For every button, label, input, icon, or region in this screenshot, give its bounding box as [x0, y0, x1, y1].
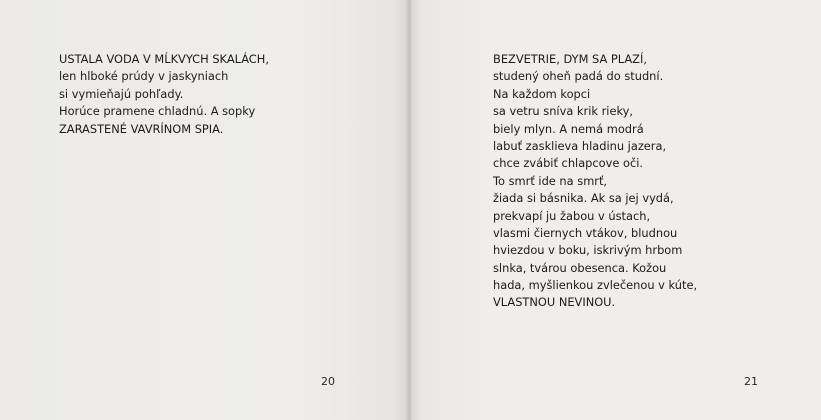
poem-line: ZARASTENÉ VAVRÍNOM SPIA. — [59, 121, 224, 136]
poem-line: biely mlyn. A nemá modrá — [493, 121, 644, 136]
poem-line: Na každom kopci — [493, 86, 591, 101]
right-page — [409, 0, 821, 420]
poem-line: USTALA VODA V MĹKVYCH SKALÁCH, — [59, 52, 269, 66]
poem-line: hviezdou v boku, iskrivým hrbom — [493, 243, 683, 258]
page-number-left: 20 — [321, 375, 335, 388]
poem-line: Horúce pramene chladnú. A sopky — [59, 104, 256, 119]
poem-line: si vymieňajú pohľady. — [59, 86, 184, 101]
left-page — [0, 0, 409, 420]
page-number-right: 21 — [744, 375, 758, 388]
poem-line: VLASTNOU NEVINOU. — [493, 295, 616, 310]
poem-line: žiada si básnika. Ak sa jej vydá, — [493, 191, 674, 206]
poem-line: To smrť ide na smrť, — [493, 173, 608, 188]
poem-line: labuť zasklieva hladinu jazera, — [493, 138, 667, 153]
poem-line: vlasmi čiernych vtákov, bludnou — [493, 225, 678, 240]
poem-line: hada, myšlienkou zvlečenou v kúte, — [493, 278, 698, 293]
poem-line: studený oheň padá do studní. — [493, 69, 664, 84]
left-poem — [59, 51, 269, 138]
poem-line: prekvapí ju žabou v ústach, — [493, 208, 651, 223]
poem-line: len hlboké prúdy v jaskyniach — [59, 69, 229, 84]
poem-line: sa vetru sníva krik rieky, — [493, 104, 634, 119]
poem-line: chce zvábiť chlapcove oči. — [493, 156, 644, 171]
book-gutter — [406, 0, 412, 420]
poem-line: BEZVETRIE, DYM SA PLAZÍ, — [493, 52, 647, 66]
right-poem — [493, 51, 697, 312]
poem-line: slnka, tvárou obesenca. Kožou — [493, 260, 667, 275]
